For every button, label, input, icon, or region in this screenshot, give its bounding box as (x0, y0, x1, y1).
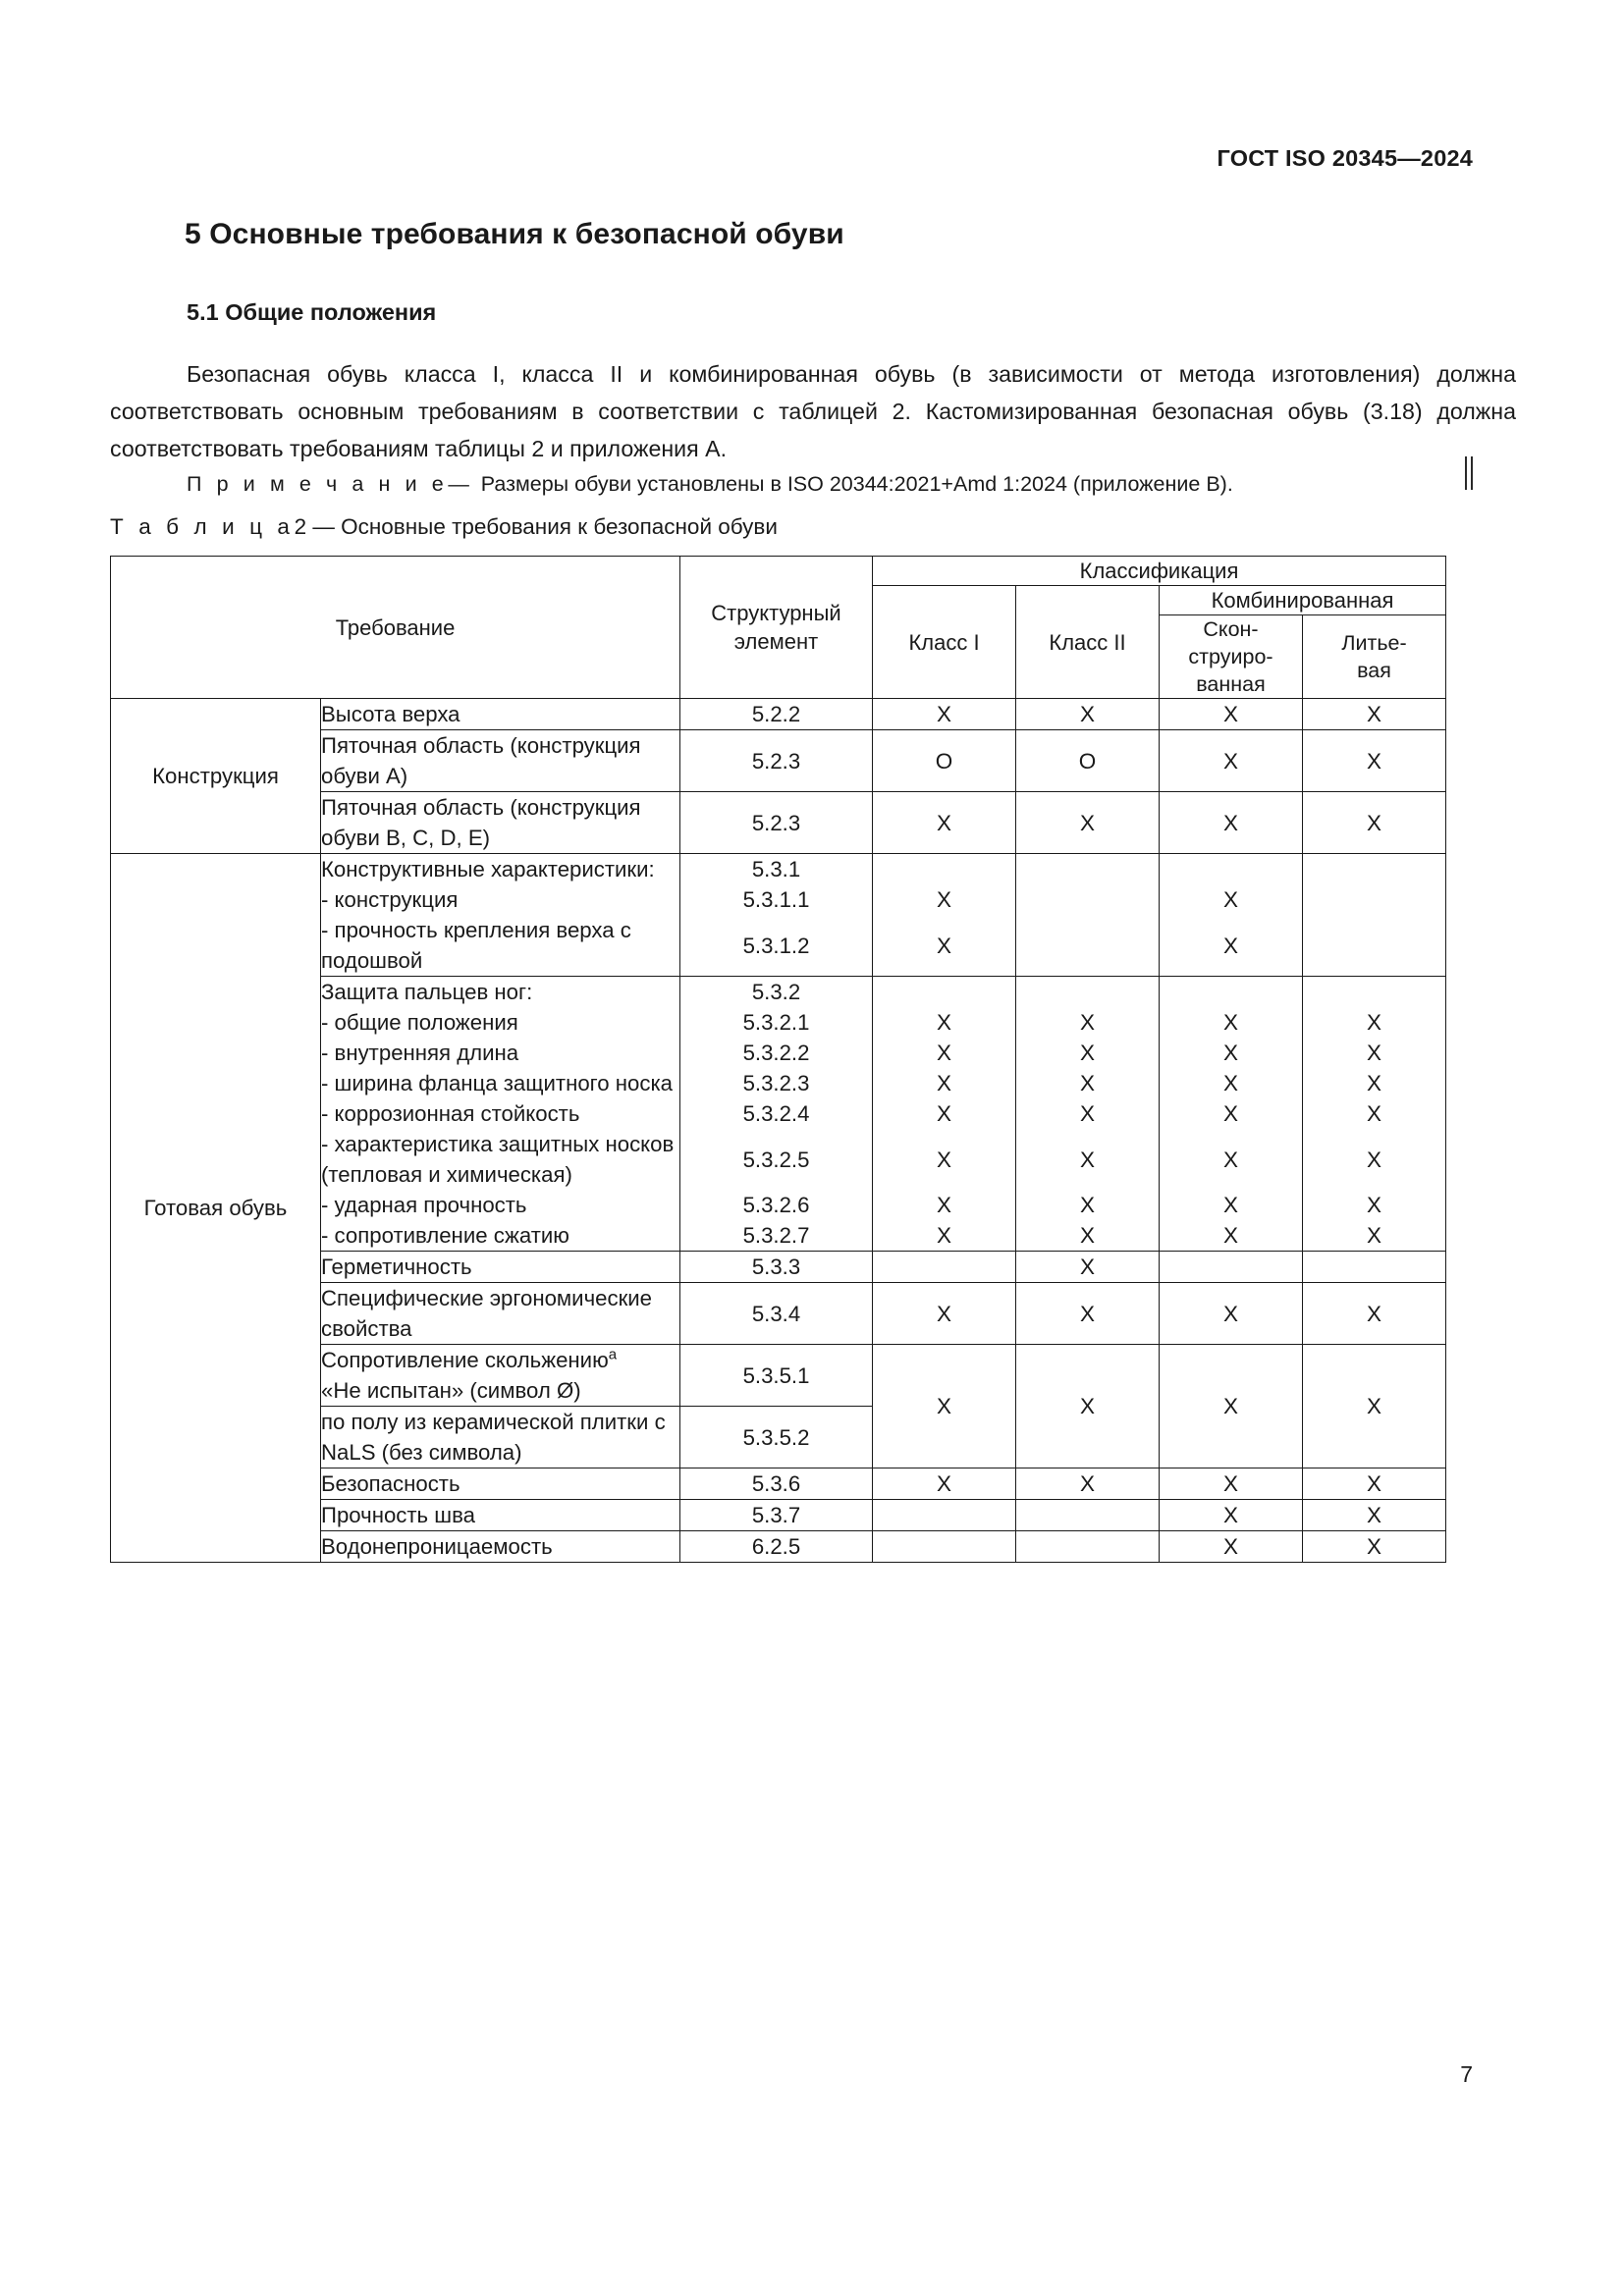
header-classification: Классификация (873, 557, 1446, 586)
requirements-table-wrapper (110, 556, 1445, 1563)
requirement-cell: - ширина фланца защитного носка (321, 1068, 680, 1098)
requirement-cell: по полу из керамической плитки с NaLS (без символа) (321, 1407, 680, 1468)
header-requirement: Требование (111, 557, 680, 699)
requirement-cell: - прочность крепления верха с подошвой (321, 915, 680, 977)
mark-class-i (873, 1531, 1016, 1563)
mark-class-i: X (873, 1038, 1016, 1068)
mark-constructed: X (1160, 1283, 1303, 1345)
mark-class-i: X (873, 699, 1016, 730)
table-header-row-1 (111, 557, 1446, 586)
section-cell: 5.3.6 (680, 1468, 873, 1500)
mark-class-ii (1016, 854, 1160, 885)
mark-molded: X (1303, 1007, 1446, 1038)
mark-class-ii (1016, 977, 1160, 1008)
table-caption-label: Т а б л и ц а (110, 514, 295, 539)
mark-molded (1303, 1252, 1446, 1283)
mark-molded: X (1303, 1531, 1446, 1563)
section-cell: 5.3.1.1 (680, 884, 873, 915)
mark-constructed: X (1160, 1038, 1303, 1068)
requirement-cell: Пяточная область (конструкция обуви A) (321, 730, 680, 792)
mark-constructed: X (1160, 1220, 1303, 1252)
slip-resistance-line2: «Не испытан» (символ Ø) (321, 1378, 581, 1403)
mark-class-ii: X (1016, 1220, 1160, 1252)
section-cell: 5.3.2.1 (680, 1007, 873, 1038)
section-cell: 5.3.5.2 (680, 1407, 873, 1468)
header-constructed: Скон- струиро- ванная (1160, 615, 1303, 699)
table-row (111, 854, 1446, 885)
mark-class-i: X (873, 1468, 1016, 1500)
mark-class-ii (1016, 884, 1160, 915)
requirement-cell: - конструкция (321, 884, 680, 915)
requirements-table (110, 556, 1446, 1563)
mark-molded (1303, 884, 1446, 915)
note-dash: — (448, 472, 469, 496)
mark-constructed: X (1160, 1098, 1303, 1129)
mark-class-i: X (873, 1098, 1016, 1129)
paragraph: Безопасная обувь класса I, класса II и комбинированная обувь (в зависимости от метода изготовления) должна соответствовать основным требованиям в соответствии с таблицей 2. Кастомизированная безопасная обувь (3.18) должна соответствовать требованиям таблицы 2 и приложения А. (110, 361, 1516, 461)
section-cell: 5.3.2.7 (680, 1220, 873, 1252)
mark-molded: X (1303, 1129, 1446, 1190)
mark-class-ii: X (1016, 1007, 1160, 1038)
section-cell: 5.3.4 (680, 1283, 873, 1345)
mark-constructed (1160, 1252, 1303, 1283)
mark-molded: X (1303, 792, 1446, 854)
group-finished-footwear: Готовая обувь (111, 854, 321, 1563)
mark-class-i: O (873, 730, 1016, 792)
mark-molded (1303, 977, 1446, 1008)
requirement-cell: - характеристика защитных носков (тепловая и химическая) (321, 1129, 680, 1190)
requirement-cell: Конструктивные характеристики: (321, 854, 680, 885)
mark-class-i: X (873, 1220, 1016, 1252)
section-cell: 5.3.2.4 (680, 1098, 873, 1129)
mark-class-i (873, 1500, 1016, 1531)
mark-constructed: X (1160, 1190, 1303, 1220)
section-cell: 5.3.2 (680, 977, 873, 1008)
section-cell: 6.2.5 (680, 1531, 873, 1563)
section-cell: 5.3.3 (680, 1252, 873, 1283)
requirement-cell: - ударная прочность (321, 1190, 680, 1220)
table-caption-dash: — (312, 514, 335, 539)
mark-class-i: X (873, 1007, 1016, 1038)
mark-class-ii: X (1016, 1190, 1160, 1220)
page-title: 5 Основные требования к безопасной обуви (185, 218, 844, 250)
mark-constructed: X (1160, 1468, 1303, 1500)
mark-class-ii (1016, 915, 1160, 977)
requirement-cell: - коррозионная стойкость (321, 1098, 680, 1129)
page-number: 7 (1460, 2061, 1473, 2087)
mark-class-i: X (873, 1129, 1016, 1190)
mark-class-i (873, 854, 1016, 885)
mark-class-i: X (873, 915, 1016, 977)
section-cell: 5.3.2.3 (680, 1068, 873, 1098)
mark-molded: X (1303, 1468, 1446, 1500)
mark-molded: X (1303, 1098, 1446, 1129)
mark-constructed: X (1160, 730, 1303, 792)
mark-class-ii: X (1016, 1038, 1160, 1068)
body-text (110, 355, 1516, 467)
mark-molded: X (1303, 1283, 1446, 1345)
table-caption-title: Основные требования к безопасной обуви (341, 514, 778, 539)
mark-class-ii: X (1016, 1345, 1160, 1468)
mark-class-ii: X (1016, 792, 1160, 854)
table-caption (110, 514, 778, 540)
mark-constructed: X (1160, 884, 1303, 915)
mark-class-i (873, 977, 1016, 1008)
mark-class-ii (1016, 1531, 1160, 1563)
mark-constructed: X (1160, 1007, 1303, 1038)
requirement-cell: Специфические эргономические свойства (321, 1283, 680, 1345)
requirement-cell: Прочность шва (321, 1500, 680, 1531)
requirement-cell: Защита пальцев ног: (321, 977, 680, 1008)
mark-class-ii: X (1016, 1129, 1160, 1190)
mark-class-ii: X (1016, 1252, 1160, 1283)
note-label: П р и м е ч а н и е (187, 472, 449, 496)
mark-class-ii: X (1016, 699, 1160, 730)
requirement-cell: - внутренняя длина (321, 1038, 680, 1068)
table-caption-number: 2 (294, 514, 307, 539)
mark-constructed: X (1160, 699, 1303, 730)
mark-constructed: X (1160, 1345, 1303, 1468)
section-cell: 5.3.2.5 (680, 1129, 873, 1190)
section-cell: 5.3.1 (680, 854, 873, 885)
running-head: ГОСТ ISO 20345—2024 (1217, 145, 1473, 171)
mark-class-ii (1016, 1500, 1160, 1531)
mark-molded: X (1303, 1345, 1446, 1468)
mark-constructed: X (1160, 1531, 1303, 1563)
mark-molded: X (1303, 1500, 1446, 1531)
slip-resistance-label: Сопротивление скольжению (321, 1348, 609, 1372)
requirement-cell: Безопасность (321, 1468, 680, 1500)
subsection-title: 5.1 Общие положения (187, 299, 437, 325)
mark-class-ii: X (1016, 1468, 1160, 1500)
mark-molded (1303, 915, 1446, 977)
mark-class-i: X (873, 884, 1016, 915)
section-cell: 5.3.1.2 (680, 915, 873, 977)
mark-class-i: X (873, 1345, 1016, 1468)
section-cell: 5.2.3 (680, 792, 873, 854)
footnote-marker: a (608, 1346, 618, 1363)
mark-constructed: X (1160, 1500, 1303, 1531)
section-cell: 5.3.2.6 (680, 1190, 873, 1220)
mark-constructed (1160, 977, 1303, 1008)
requirement-cell: Высота верха (321, 699, 680, 730)
mark-molded: X (1303, 1038, 1446, 1068)
mark-constructed: X (1160, 1068, 1303, 1098)
mark-molded: X (1303, 730, 1446, 792)
header-class-ii: Класс II (1016, 586, 1160, 699)
change-bar-mark (1465, 456, 1473, 490)
mark-molded (1303, 854, 1446, 885)
table-row (111, 699, 1446, 730)
mark-class-i (873, 1252, 1016, 1283)
mark-class-ii: O (1016, 730, 1160, 792)
header-structural-element: Структурный элемент (680, 557, 873, 699)
group-construction: Конструкция (111, 699, 321, 854)
requirement-cell: Пяточная область (конструкция обуви B, C, D, E) (321, 792, 680, 854)
mark-molded: X (1303, 1190, 1446, 1220)
mark-constructed: X (1160, 1129, 1303, 1190)
mark-constructed: X (1160, 915, 1303, 977)
mark-class-ii: X (1016, 1068, 1160, 1098)
mark-class-i: X (873, 792, 1016, 854)
header-molded: Литье- вая (1303, 615, 1446, 699)
note-text: Размеры обуви установлены в ISO 20344:2021+Amd 1:2024 (приложение B). (480, 472, 1233, 496)
requirement-cell: Герметичность (321, 1252, 680, 1283)
mark-class-ii: X (1016, 1098, 1160, 1129)
requirement-cell: - общие положения (321, 1007, 680, 1038)
mark-molded: X (1303, 1220, 1446, 1252)
mark-constructed: X (1160, 792, 1303, 854)
note-block (110, 467, 1516, 501)
requirement-cell: - сопротивление сжатию (321, 1220, 680, 1252)
mark-molded: X (1303, 1068, 1446, 1098)
mark-class-i: X (873, 1068, 1016, 1098)
section-cell: 5.3.2.2 (680, 1038, 873, 1068)
section-cell: 5.2.3 (680, 730, 873, 792)
section-cell: 5.2.2 (680, 699, 873, 730)
header-combined: Комбинированная (1160, 586, 1446, 615)
mark-class-ii: X (1016, 1283, 1160, 1345)
section-cell: 5.3.5.1 (680, 1345, 873, 1407)
mark-class-i: X (873, 1283, 1016, 1345)
section-cell: 5.3.7 (680, 1500, 873, 1531)
mark-class-i: X (873, 1190, 1016, 1220)
requirement-cell: Водонепроницаемость (321, 1531, 680, 1563)
requirement-cell-slip-resistance (321, 1345, 680, 1407)
mark-constructed (1160, 854, 1303, 885)
mark-molded: X (1303, 699, 1446, 730)
header-class-i: Класс I (873, 586, 1016, 699)
